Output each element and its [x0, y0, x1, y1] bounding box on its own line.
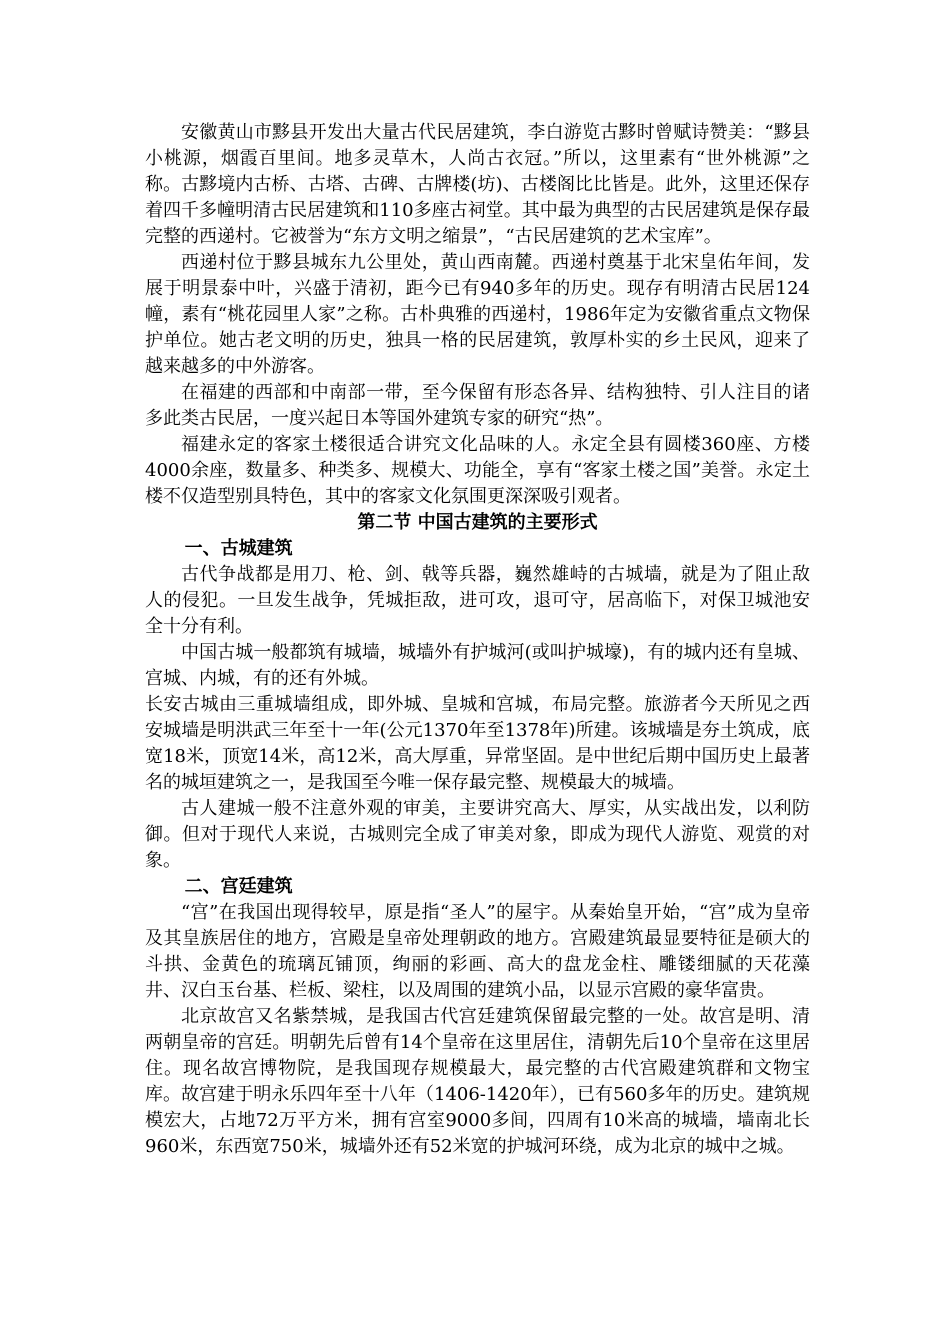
paragraph-huangshan-yixian: 安徽黄山市黟县开发出大量古代民居建筑，李白游览古黟时曾赋诗赞美：“黟县小桃源，烟霞百里间。地多灵草木，人尚古衣冠。”所以，这里素有“世外桃源”之称。古黟境内古桥、古塔、古碑、古牌楼(坊)、古楼阁比比皆是。此外，这里还保存着四千多幢明清古民居建筑和110多座古祠堂。其中最为典型的古民居建筑是保存最完整的西递村。它被誉为“东方文明之缩景”，“古民居建筑的艺术宝库”。 — [145, 122, 810, 247]
paragraph-fujian-dwellings: 在福建的西部和中南部一带，至今保留有形态各异、结构独特、引人注目的诸多此类古民居，一度兴起日本等国外建筑专家的研究“热”。 — [145, 382, 810, 429]
section-title: 第二节 中国古建筑的主要形式 — [357, 512, 598, 533]
subsection-title-ancient-city: 一、古城建筑 — [184, 538, 293, 559]
paragraph-city-structure: 中国古城一般都筑有城墙，城墙外有护城河(或叫护城壕)，有的城内还有皇城、宫城、内城，有的还有外城。 — [145, 642, 810, 689]
paragraph-city-walls-purpose: 古代争战都是用刀、枪、剑、戟等兵器，巍然雄峙的古城墙，就是为了阻止敌人的侵犯。一旦发生战争，凭城拒敌，进可攻，退可守，居高临下，对保卫城池安全十分有利。 — [145, 564, 810, 637]
paragraph-forbidden-city: 北京故宫又名紫禁城，是我国古代宫廷建筑保留最完整的一处。故宫是明、清两朝皇帝的宫廷。明朝先后曾有14个皇帝在这里居住，清朝先后10个皇帝在这里居住。现名故宫博物院，是我国现存规模最大，最完整的古代宫殿建筑群和文物宝库。故宫建于明永乐四年至十八年（1406-1420年），已有560多年的历史。建筑规模宏大，占地72万平方米，拥有宫室9000多间，四周有10米高的城墙，墙南北长960米，东西宽750米，城墙外还有52米宽的护城河环绕，成为北京的城中之城。 — [145, 1006, 810, 1157]
paragraph-xidi-village: 西递村位于黟县城东九公里处，黄山西南麓。西递村奠基于北宋皇佑年间，发展于明景泰中叶，兴盛于清初，距今已有940多年的历史。现存有明清古民居124幢，素有“桃花园里人家”之称。古朴典雅的西递村，1986年定为安徽省重点文物保护单位。她古老文明的历史，独具一格的民居建筑，敦厚朴实的乡土民风，迎来了越来越多的中外游客。 — [145, 252, 810, 377]
paragraph-palace-features: “宫”在我国出现得较早，原是指“圣人”的屋宇。从秦始皇开始，“宫”成为皇帝及其皇族居住的地方，宫殿是皇帝处理朝政的地方。宫殿建筑最显要特征是硕大的斗拱、金黄色的琉璃瓦铺顶，绚丽的彩画、高大的盘龙金柱、雕镂细腻的天花藻井、汉白玉台基、栏板、梁柱，以及周围的建筑小品，以显示宫殿的豪华富贵。 — [145, 902, 810, 1001]
paragraph-city-aesthetics: 古人建城一般不注意外观的审美，主要讲究高大、厚实，从实战出发，以利防御。但对于现代人来说，古城则完全成了审美对象，即成为现代人游览、观赏的对象。 — [145, 798, 810, 871]
paragraph-changan-walls: 长安古城由三重城墙组成，即外城、皇城和宫城，布局完整。旅游者今天所见之西安城墙是明洪武三年至十一年(公元1370年至1378年)所建。该城墙是夯土筑成，底宽18米，顶宽14米，高12米，高大厚重，异常坚固。是中世纪后期中国历史上最著名的城垣建筑之一，是我国至今唯一保存最完整、规模最大的城墙。 — [145, 694, 810, 793]
subsection-title-palace: 二、宫廷建筑 — [184, 876, 293, 897]
paragraph-yongding-tulou: 福建永定的客家土楼很适合讲究文化品味的人。永定全县有圆楼360座、方楼4000余座，数量多、种类多、规模大、功能全，享有“客家土楼之国”美誉。永定土楼不仅造型别具特色，其中的客家文化氛围更深深吸引观者。 — [145, 434, 810, 507]
